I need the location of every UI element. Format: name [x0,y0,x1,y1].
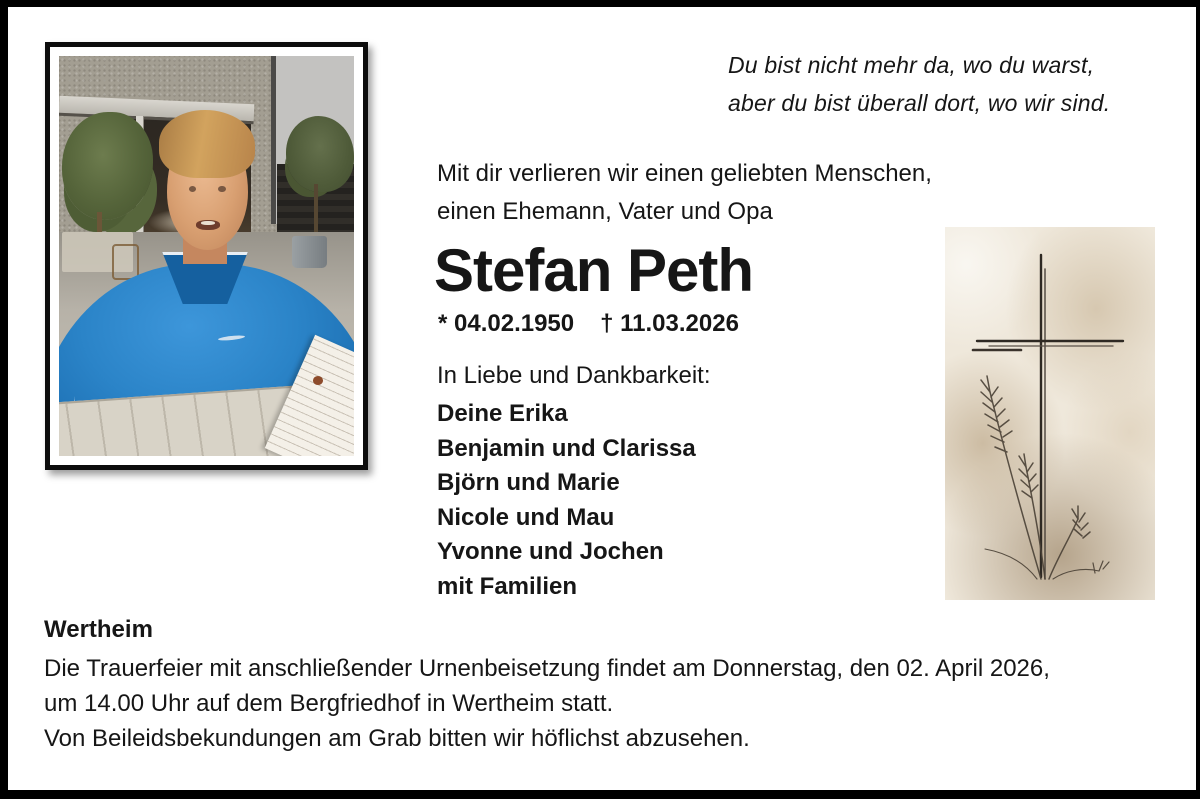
quote-line-1: Du bist nicht mehr da, wo du warst, [728,52,1095,78]
quote-line-2: aber du bist überall dort, wo wir sind. [728,90,1111,116]
epitaph-quote [728,46,1110,122]
family-member: Deine Erika [437,400,568,427]
memorial-cross-artwork [945,227,1155,600]
birth-date: * 04.02.1950 [438,310,575,337]
funeral-details [44,651,1050,756]
page-border-top [0,0,1200,7]
city-name: Wertheim [44,616,153,643]
photo-man-hair [159,110,255,178]
family-heading: In Liebe und Dankbarkeit: [437,362,711,389]
life-dates [438,310,739,338]
cross-icon [973,255,1123,579]
intro-text [437,155,932,231]
family-member: Nicole und Mau [437,503,615,531]
page-border-right [1196,0,1200,799]
cross-and-grasses-icon [945,227,1155,600]
funeral-line: um 14.00 Uhr auf dem Bergfriedhof in Wertheim statt. [44,690,614,717]
funeral-line: Die Trauerfeier mit anschließender Urnenbeisetzung findet am Donnerstag, den 02. April 2026, [44,655,1050,682]
page-border-left [0,0,8,799]
intro-line-1: Mit dir verlieren wir einen geliebten Menschen, [437,160,932,187]
intro-line-2: einen Ehemann, Vater und Opa [437,198,773,225]
death-date: † 11.03.2026 [600,310,739,337]
family-member: Benjamin und Clarissa [437,434,696,462]
photo-man-teeth [201,221,216,225]
family-member: Yvonne und Jochen [437,538,664,566]
page-border-bottom [0,790,1200,799]
funeral-line: Von Beileidsbekundungen am Grab bitten wir höflichst abzusehen. [44,725,750,752]
photo-patio-chair [112,244,139,280]
family-member: mit Familien [437,572,578,600]
photo-planter-pot [292,236,327,268]
family-member: Björn und Marie [437,469,620,497]
family-members-list [437,397,696,605]
photo-tree-right [286,116,354,192]
portrait-photo-frame [45,42,368,470]
photo-menu-spot [313,376,323,385]
portrait-photo [59,56,354,456]
deceased-name: Stefan Peth [434,237,754,304]
